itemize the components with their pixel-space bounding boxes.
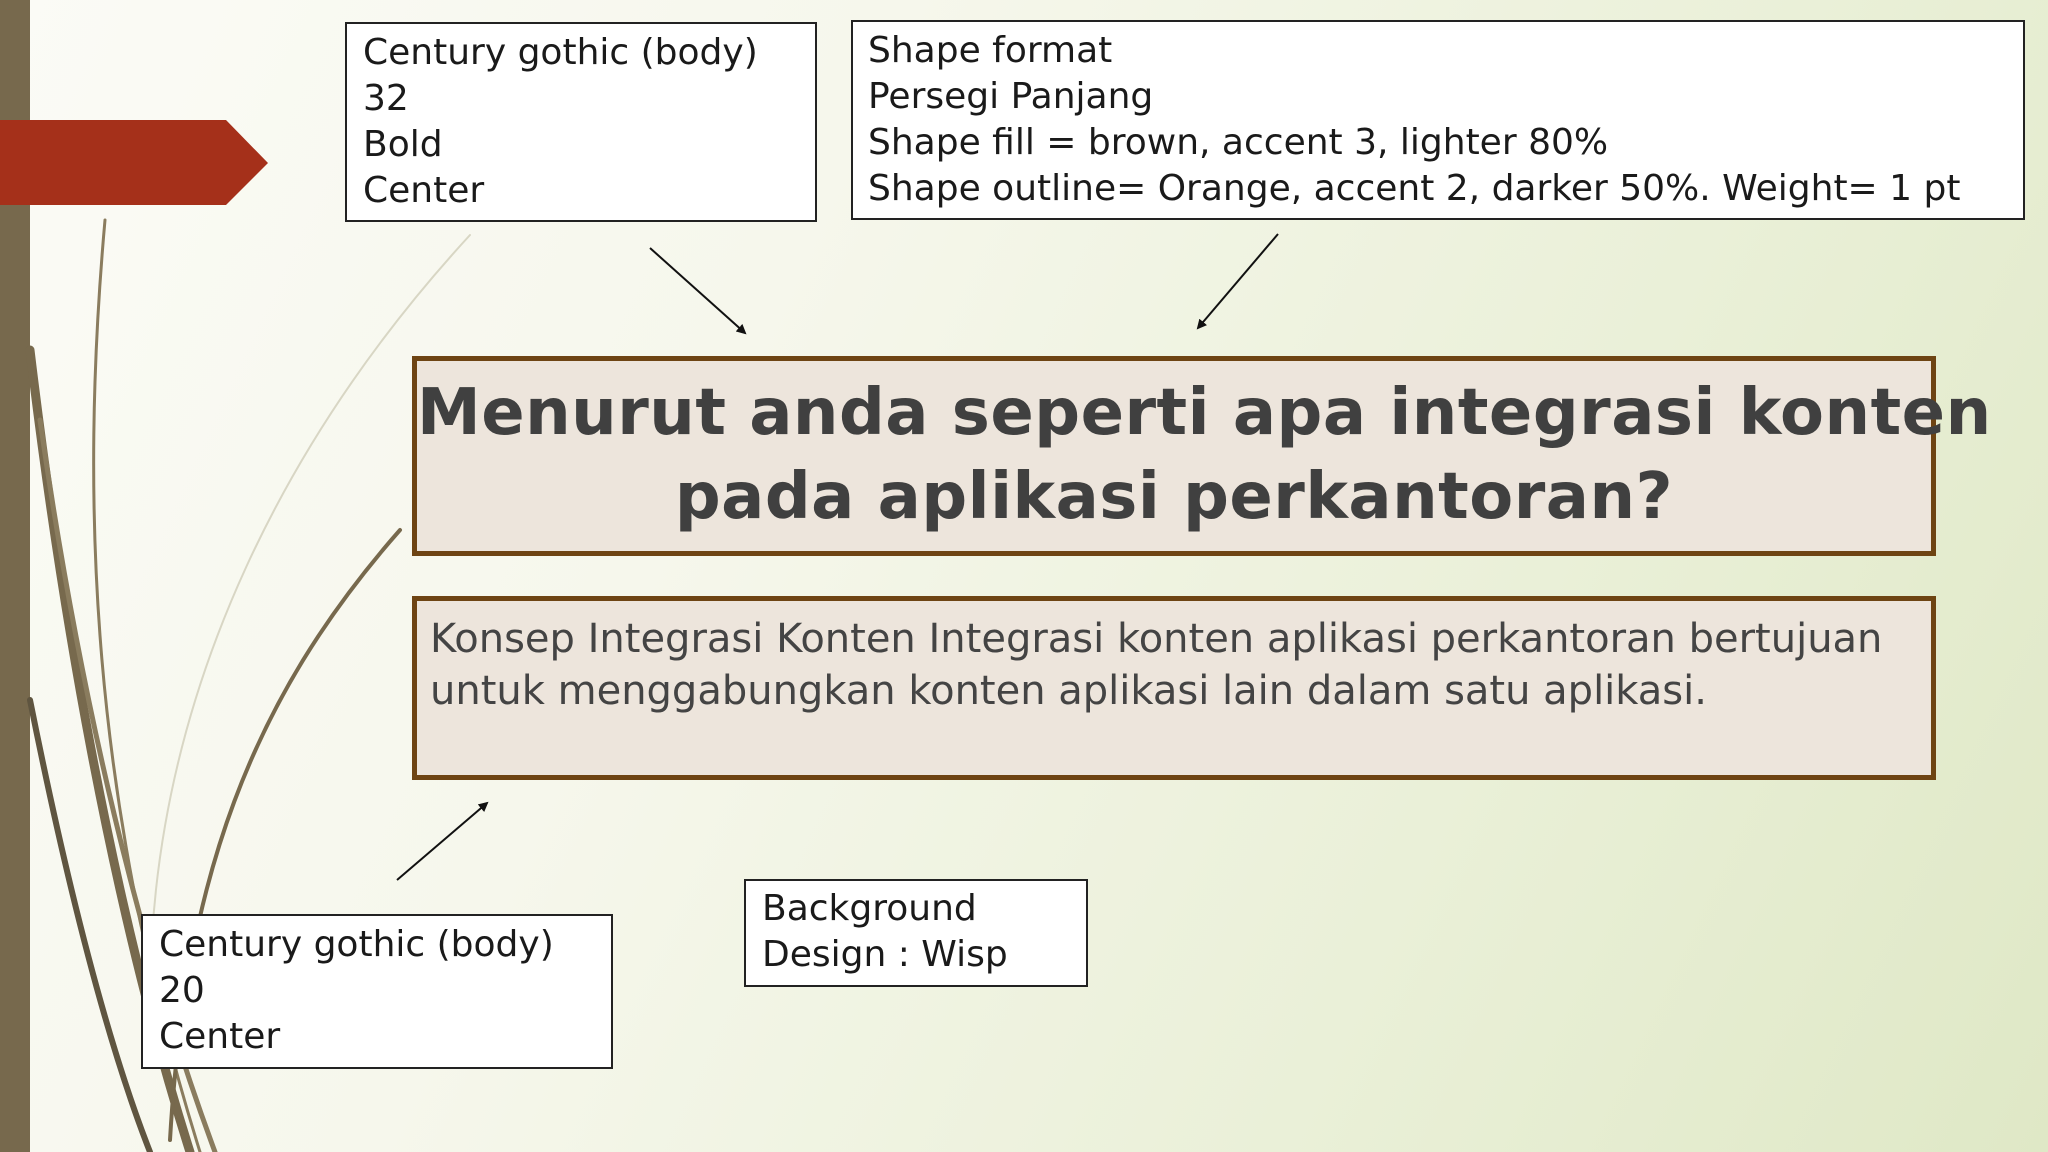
annotation-line: 32 [363,78,409,119]
annotation-line: Shape format [868,30,1113,71]
annotation-line: 20 [159,970,205,1011]
background-annotation [744,879,1088,987]
title-line: Menurut anda seperti apa integrasi konten [417,376,1992,450]
arrow-to-title [650,248,745,333]
annotation-line: Design : Wisp [762,934,1008,975]
annotation-line: Background [762,888,977,929]
slide-body-text[interactable] [412,596,1936,780]
body-font-annotation [141,914,613,1069]
annotation-line: Century gothic (body) [159,924,554,965]
annotation-line: Center [159,1016,281,1057]
annotation-line: Persegi Panjang [868,76,1154,117]
slide-title[interactable] [412,356,1992,556]
shape-format-annotation [851,20,2025,220]
body-line: untuk menggabungkan konten aplikasi lain dalam satu aplikasi. [430,668,1707,714]
title-line: pada aplikasi perkantoran? [674,460,1674,534]
annotation-line: Bold [363,124,443,165]
annotation-line: Century gothic (body) [363,32,758,73]
annotation-line: Shape outline= Orange, accent 2, darker 50%. Weight= 1 pt [868,168,1961,209]
body-line: Konsep Integrasi Konten Integrasi konten aplikasi perkantoran bertujuan [430,616,1883,662]
arrow-to-title-shape [1198,234,1278,328]
arrow-to-body [397,803,487,880]
annotation-line: Center [363,170,485,211]
title-font-annotation [345,22,817,222]
annotation-line: Shape fill = brown, accent 3, lighter 80% [868,122,1609,163]
